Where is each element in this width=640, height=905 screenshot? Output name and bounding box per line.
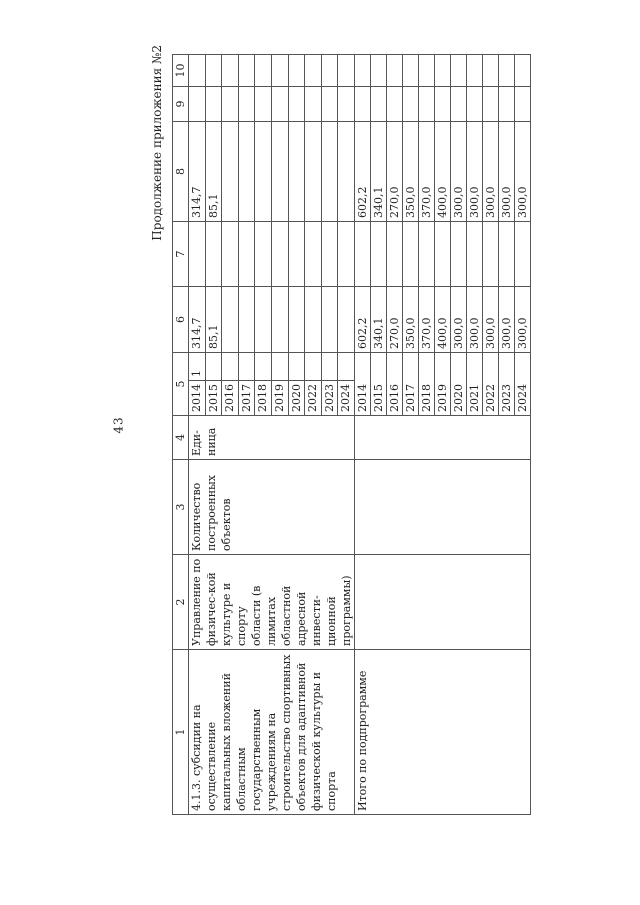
col9-cell xyxy=(387,87,403,122)
total-cell: 270,0 xyxy=(387,287,403,353)
empty-cell xyxy=(355,555,531,650)
col10-cell xyxy=(222,55,239,87)
year-cell: 2015 xyxy=(371,353,387,416)
year-cell: 2020 xyxy=(288,381,305,416)
col7-cell xyxy=(515,222,531,287)
col10-cell xyxy=(483,55,499,87)
year-cell: 2024 xyxy=(515,353,531,416)
row-description: 4.1.3. субсидии на осуществление капитальных вложений областным государственным учреждениям на строительство спортивных объектов для адаптивной физической культуры и спорта xyxy=(189,650,355,815)
year-cell: 2017 xyxy=(403,353,419,416)
col10-cell xyxy=(321,55,338,87)
col10-cell xyxy=(419,55,435,87)
col9-cell xyxy=(355,87,371,122)
col9-cell xyxy=(271,87,288,122)
total-cell: 340,1 xyxy=(371,287,387,353)
col7-cell xyxy=(205,222,222,287)
row-unit: Еди-ница xyxy=(189,416,355,460)
col9-cell xyxy=(403,87,419,122)
col8-cell: 400,0 xyxy=(435,122,451,222)
col10-cell xyxy=(338,55,355,87)
empty-cell xyxy=(355,460,531,555)
total-cell: 300,0 xyxy=(483,287,499,353)
total-cell: 300,0 xyxy=(515,287,531,353)
header-col-2: 2 xyxy=(173,555,189,650)
col10-cell xyxy=(515,55,531,87)
total-cell: 314,7 xyxy=(189,287,206,353)
col7-cell xyxy=(419,222,435,287)
indicator-value-cell xyxy=(255,353,272,381)
col8-cell: 602,2 xyxy=(355,122,371,222)
col7-cell xyxy=(467,222,483,287)
col10-cell xyxy=(288,55,305,87)
col10-cell xyxy=(205,55,222,87)
col10-cell xyxy=(403,55,419,87)
row-indicator: Количество построенных объектов xyxy=(189,460,355,555)
col9-cell xyxy=(419,87,435,122)
col9-cell xyxy=(499,87,515,122)
col10-cell xyxy=(467,55,483,87)
indicator-value-cell xyxy=(338,353,355,381)
header-col-3: 3 xyxy=(173,460,189,555)
header-col-4: 4 xyxy=(173,416,189,460)
col8-cell xyxy=(271,122,288,222)
header-col-5: 5 xyxy=(173,353,189,416)
total-cell xyxy=(255,287,272,353)
col10-cell xyxy=(305,55,322,87)
total-cell xyxy=(271,287,288,353)
col8-cell: 300,0 xyxy=(451,122,467,222)
col7-cell xyxy=(338,222,355,287)
col7-cell xyxy=(371,222,387,287)
year-cell: 2023 xyxy=(499,353,515,416)
appendix-caption: Продолжение приложения №2 xyxy=(150,45,164,241)
year-cell: 2022 xyxy=(483,353,499,416)
header-col-10: 10 xyxy=(173,55,189,87)
col10-cell xyxy=(271,55,288,87)
col9-cell xyxy=(451,87,467,122)
col10-cell xyxy=(499,55,515,87)
col9-cell xyxy=(288,87,305,122)
total-cell xyxy=(238,287,255,353)
col9-cell xyxy=(435,87,451,122)
total-cell: 300,0 xyxy=(451,287,467,353)
col10-cell xyxy=(255,55,272,87)
total-cell: 300,0 xyxy=(499,287,515,353)
col9-cell xyxy=(255,87,272,122)
year-cell: 2019 xyxy=(271,381,288,416)
col8-cell: 300,0 xyxy=(483,122,499,222)
col8-cell: 300,0 xyxy=(467,122,483,222)
total-cell: 85,1 xyxy=(205,287,222,353)
col7-cell xyxy=(403,222,419,287)
col9-cell xyxy=(305,87,322,122)
row-executor: Управление по физичес-кой культуре и спорту области (в лимитах областной адресной инвести-ционной программы) xyxy=(189,555,355,650)
col9-cell xyxy=(515,87,531,122)
col8-cell xyxy=(305,122,322,222)
col7-cell xyxy=(238,222,255,287)
indicator-value-cell xyxy=(222,353,239,381)
year-cell: 2015 xyxy=(205,381,222,416)
header-col-7: 7 xyxy=(173,222,189,287)
indicator-value-cell xyxy=(271,353,288,381)
col7-cell xyxy=(355,222,371,287)
year-cell: 2024 xyxy=(338,381,355,416)
col9-cell xyxy=(205,87,222,122)
year-cell: 2019 xyxy=(435,353,451,416)
year-cell: 2020 xyxy=(451,353,467,416)
col10-cell xyxy=(371,55,387,87)
year-cell: 2017 xyxy=(238,381,255,416)
col10-cell xyxy=(451,55,467,87)
year-cell: 2016 xyxy=(387,353,403,416)
year-cell: 2014 xyxy=(189,381,206,416)
total-cell xyxy=(288,287,305,353)
col9-cell xyxy=(238,87,255,122)
total-cell: 602,2 xyxy=(355,287,371,353)
indicator-value-cell xyxy=(238,353,255,381)
table-row xyxy=(189,55,206,815)
col7-cell xyxy=(499,222,515,287)
col9-cell xyxy=(222,87,239,122)
total-label: Итого по подпрограмме xyxy=(355,650,531,815)
total-cell xyxy=(305,287,322,353)
col8-cell: 340,1 xyxy=(371,122,387,222)
col7-cell xyxy=(305,222,322,287)
col7-cell xyxy=(288,222,305,287)
col7-cell xyxy=(387,222,403,287)
total-cell: 370,0 xyxy=(419,287,435,353)
header-col-1: 1 xyxy=(173,650,189,815)
year-cell: 2023 xyxy=(321,381,338,416)
col8-cell xyxy=(238,122,255,222)
total-cell xyxy=(338,287,355,353)
col8-cell: 300,0 xyxy=(515,122,531,222)
col7-cell xyxy=(222,222,239,287)
indicator-value-cell: 1 xyxy=(189,353,206,381)
total-cell xyxy=(222,287,239,353)
col9-cell xyxy=(467,87,483,122)
header-col-6: 6 xyxy=(173,287,189,353)
col8-cell: 370,0 xyxy=(419,122,435,222)
col10-cell xyxy=(238,55,255,87)
year-cell: 2016 xyxy=(222,381,239,416)
col7-cell xyxy=(435,222,451,287)
col10-cell xyxy=(189,55,206,87)
col7-cell xyxy=(451,222,467,287)
col7-cell xyxy=(255,222,272,287)
col9-cell xyxy=(483,87,499,122)
page-number: 43 xyxy=(111,416,126,434)
indicator-value-cell xyxy=(205,353,222,381)
col7-cell xyxy=(321,222,338,287)
col10-cell xyxy=(387,55,403,87)
col8-cell xyxy=(288,122,305,222)
col9-cell xyxy=(371,87,387,122)
indicator-value-cell xyxy=(321,353,338,381)
indicator-value-cell xyxy=(288,353,305,381)
empty-cell xyxy=(355,416,531,460)
col10-cell xyxy=(435,55,451,87)
col8-cell xyxy=(338,122,355,222)
year-cell: 2014 xyxy=(355,353,371,416)
total-cell: 350,0 xyxy=(403,287,419,353)
total-cell: 400,0 xyxy=(435,287,451,353)
year-cell: 2022 xyxy=(305,381,322,416)
col9-cell xyxy=(321,87,338,122)
header-row xyxy=(173,55,189,815)
total-cell xyxy=(321,287,338,353)
col8-cell: 300,0 xyxy=(499,122,515,222)
indicator-value-cell xyxy=(305,353,322,381)
table-row xyxy=(355,55,371,815)
col7-cell xyxy=(189,222,206,287)
col8-cell: 350,0 xyxy=(403,122,419,222)
rotated-table-page xyxy=(150,35,580,825)
col8-cell xyxy=(321,122,338,222)
col8-cell xyxy=(255,122,272,222)
col8-cell xyxy=(222,122,239,222)
program-table xyxy=(172,54,531,815)
year-cell: 2021 xyxy=(467,353,483,416)
header-col-8: 8 xyxy=(173,122,189,222)
header-col-9: 9 xyxy=(173,87,189,122)
col9-cell xyxy=(338,87,355,122)
col8-cell: 270,0 xyxy=(387,122,403,222)
col8-cell: 85,1 xyxy=(205,122,222,222)
col9-cell xyxy=(189,87,206,122)
total-cell: 300,0 xyxy=(467,287,483,353)
col8-cell: 314,7 xyxy=(189,122,206,222)
col7-cell xyxy=(483,222,499,287)
col7-cell xyxy=(271,222,288,287)
col10-cell xyxy=(355,55,371,87)
year-cell: 2018 xyxy=(419,353,435,416)
year-cell: 2018 xyxy=(255,381,272,416)
